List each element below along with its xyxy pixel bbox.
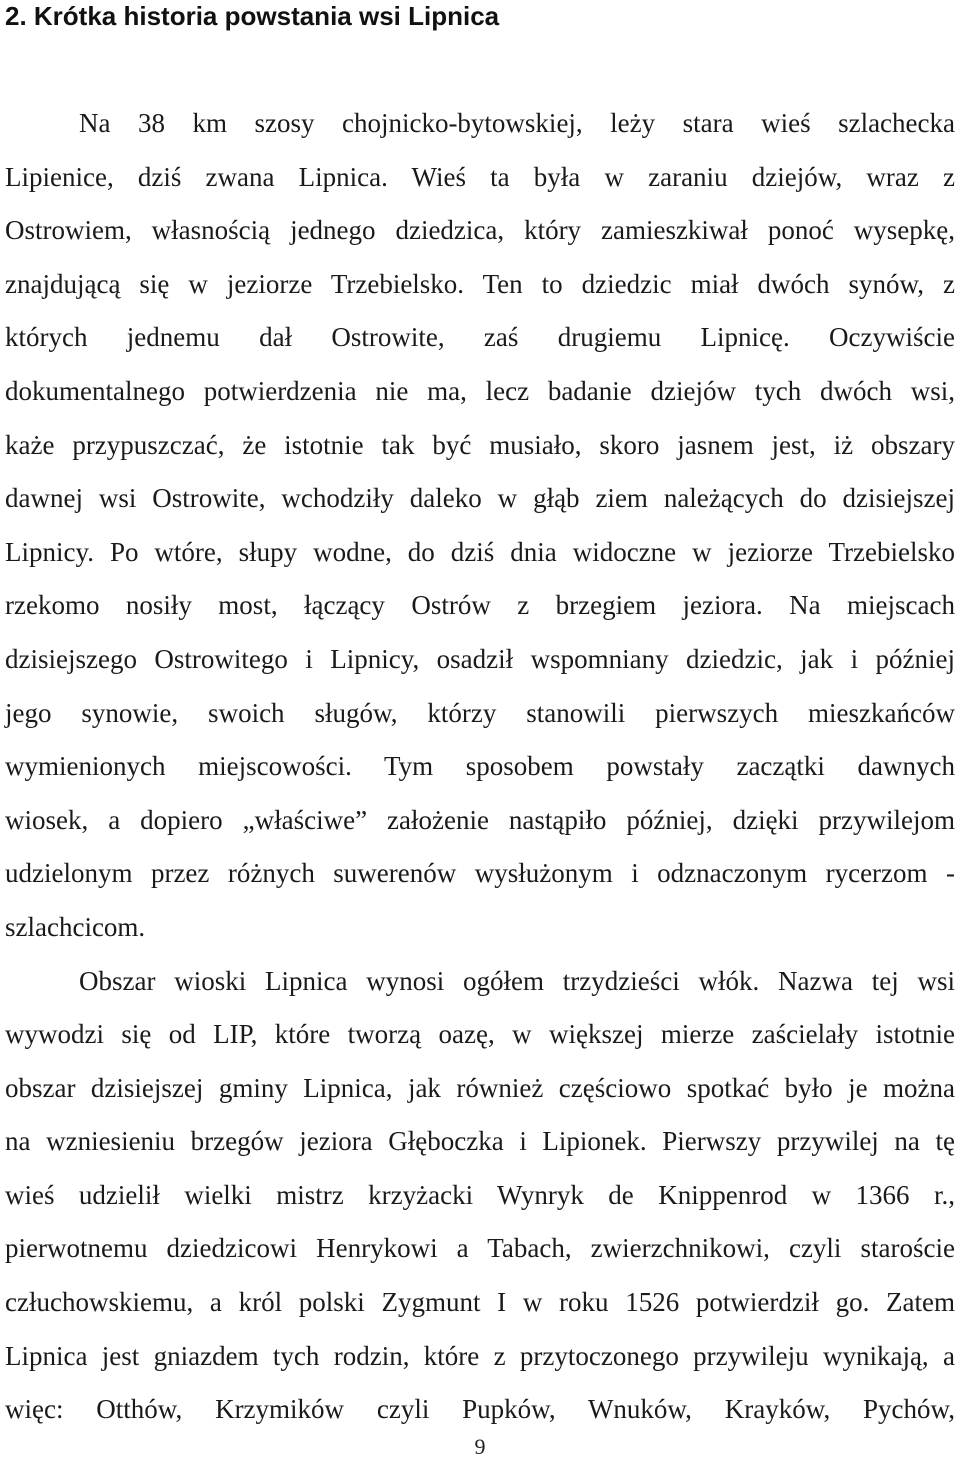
- text-line: człuchowskiemu, a król polski Zygmunt I w roku 1526 potwierdził go. Zatem: [5, 1287, 955, 1318]
- text-line: Na 38 km szosy chojnicko-bytowskiej, leży stara wieś szlachecka: [79, 108, 955, 138]
- text-line: znajdującą się w jeziorze Trzebielsko. Ten to dziedzic miał dwóch synów, z: [5, 268, 955, 299]
- text-line: wymienionych miejscowości. Tym sposobem powstały zaczątki dawnych: [5, 751, 955, 782]
- text-line: wiosek, a dopiero „właściwe” założenie nastąpiło później, dzięki przywilejom: [5, 804, 955, 835]
- section-heading: 2. Krótka historia powstania wsi Lipnica: [5, 1, 500, 31]
- text-line: jego synowie, swoich sługów, którzy stanowili pierwszych mieszkańców: [5, 697, 955, 728]
- text-line: których jednemu dał Ostrowite, zaś drugiemu Lipnicę. Oczywiście: [5, 322, 955, 353]
- text-line: dzisiejszego Ostrowitego i Lipnicy, osadził wspomniany dziedzic, jak i później: [5, 643, 955, 674]
- text-line: szlachcicom.: [5, 911, 146, 942]
- text-line: Ostrowiem, własnością jednego dziedzica, który zamieszkiwał ponoć wysepkę,: [5, 215, 955, 246]
- text-line: Lipnicy. Po wtóre, słupy wodne, do dziś dnia widoczne w jeziorze Trzebielsko: [5, 536, 955, 567]
- text-line: wywodzi się od LIP, które tworzą oazę, w większej mierze zaścielały istotnie: [5, 1019, 955, 1050]
- text-line: dawnej wsi Ostrowite, wchodziły daleko w głąb ziem należących do dzisiejszej: [5, 483, 955, 514]
- body-text: [5, 97, 955, 1437]
- paragraph-2: [5, 955, 955, 1437]
- text-line: pierwotnemu dziedzicowi Henrykowi a Tabach, zwierzchnikowi, czyli staroście: [5, 1233, 955, 1264]
- text-line: Lipienice, dziś zwana Lipnica. Wieś ta była w zaraniu dziejów, wraz z: [5, 161, 955, 192]
- text-line: udzielonym przez różnych suwerenów wysłużonym i odznaczonym rycerzom -: [5, 858, 955, 889]
- text-line: wieś udzielił wielki mistrz krzyżacki Wynryk de Knippenrod w 1366 r.,: [5, 1179, 955, 1210]
- text-line: obszar dzisiejszej gminy Lipnica, jak również częściowo spotkać było je można: [5, 1072, 955, 1103]
- text-line: Lipnica jest gniazdem tych rodzin, które z przytoczonego przywileju wynikają, a: [5, 1340, 955, 1371]
- page-number: 9: [474, 1434, 486, 1459]
- paragraph-1: [5, 97, 955, 955]
- text-line: dokumentalnego potwierdzenia nie ma, lecz badanie dziejów tych dwóch wsi,: [5, 375, 955, 406]
- text-line: każe przypuszczać, że istotnie tak być musiało, skoro jasnem jest, iż obszary: [5, 429, 955, 460]
- text-line: rzekomo nosiły most, łączący Ostrów z brzegiem jeziora. Na miejscach: [5, 590, 955, 621]
- text-line: na wzniesieniu brzegów jeziora Głęboczka i Lipionek. Pierwszy przywilej na tę: [5, 1126, 955, 1157]
- text-line: Obszar wioski Lipnica wynosi ogółem trzydzieści włók. Nazwa tej wsi: [79, 965, 955, 996]
- text-line: więc: Otthów, Krzymików czyli Pupków, Wnuków, Krayków, Pychów,: [5, 1394, 955, 1425]
